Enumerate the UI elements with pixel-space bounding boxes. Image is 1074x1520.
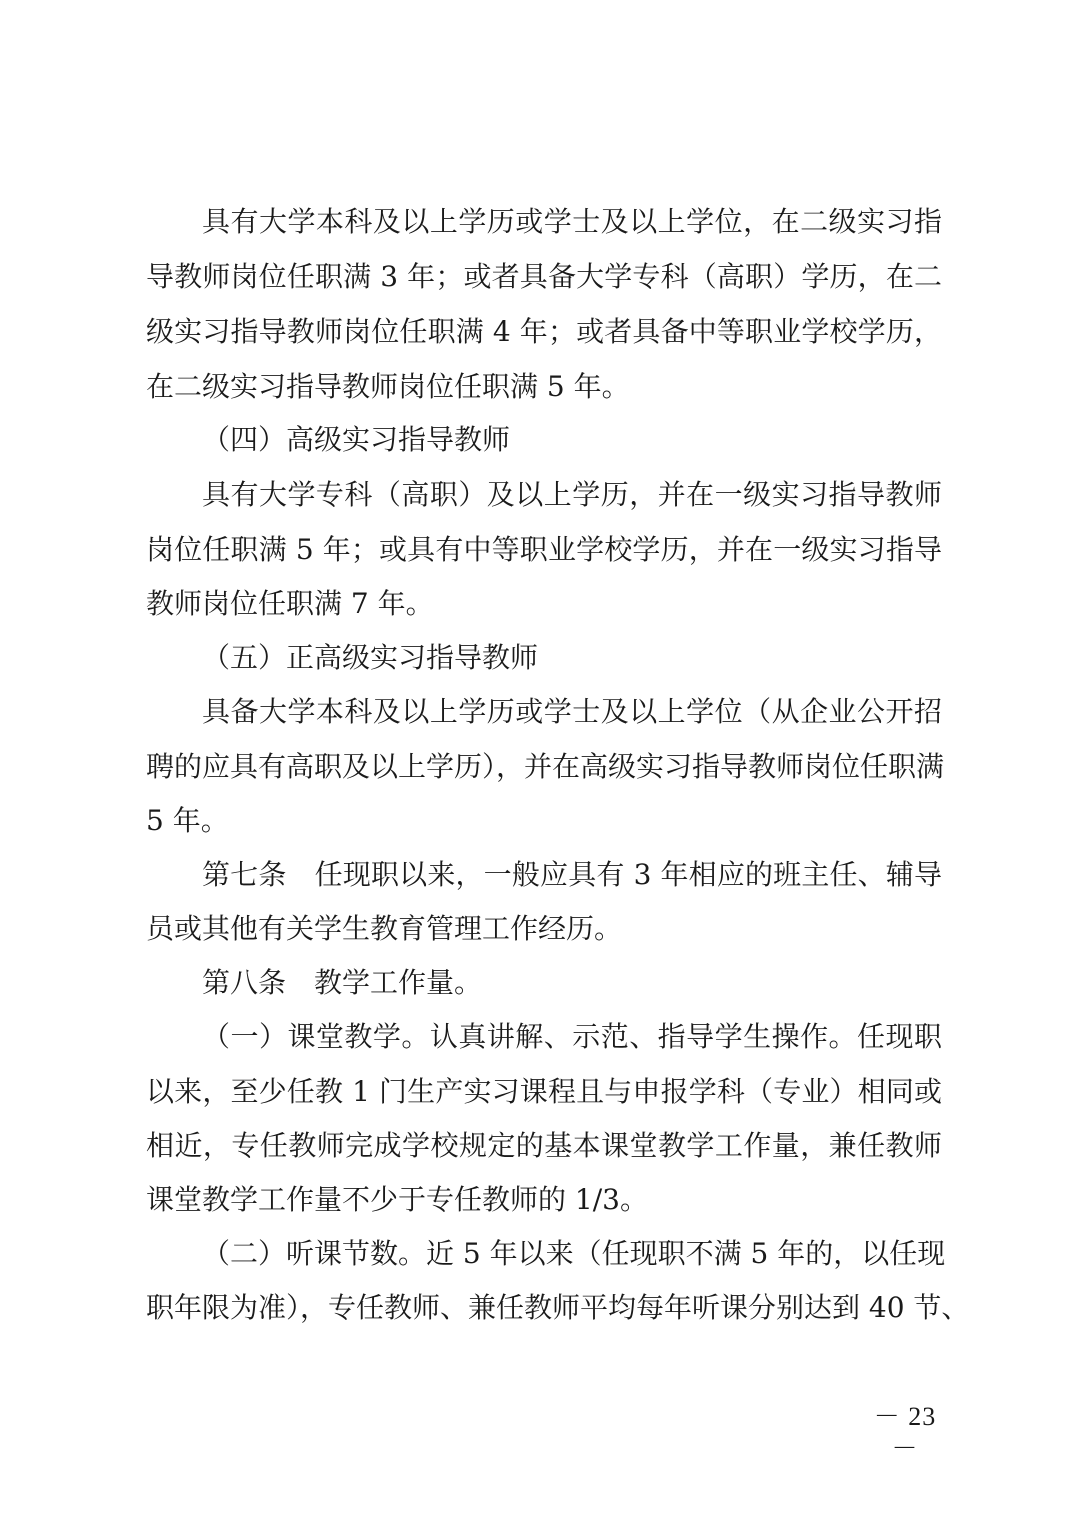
text-line: 聘的应具有高职及以上学历），并在高级实习指导教师岗位任职满	[146, 750, 945, 783]
text-line: 具备大学本科及以上学历或学士及以上学位（从企业公开招	[202, 695, 942, 728]
text-line: 职年限为准），专任教师、兼任教师平均每年听课分别达到 40 节、	[146, 1291, 970, 1324]
text-line: 在二级实习指导教师岗位任职满 5 年。	[146, 370, 630, 403]
text-line: （一）课堂教学。认真讲解、示范、指导学生操作。任现职	[202, 1020, 942, 1053]
text-line: 课堂教学工作量不少于专任教师的 1/3。	[146, 1183, 648, 1216]
text-line: 岗位任职满 5 年；或具有中等职业学校学历，并在一级实习指导	[146, 533, 942, 566]
section-heading: （五）正高级实习指导教师	[202, 641, 539, 674]
text-line: 导教师岗位任职满 3 年；或者具备大学专科（高职）学历，在二	[146, 260, 942, 293]
section-heading: （四）高级实习指导教师	[202, 423, 511, 456]
text-line: 教师岗位任职满 7 年。	[146, 587, 434, 620]
page-number: － 23 －	[873, 1402, 937, 1463]
text-line: 5 年。	[146, 804, 229, 837]
text-line: 以来，至少任教 1 门生产实习课程且与申报学科（专业）相同或	[146, 1075, 942, 1108]
text-line: 第八条 教学工作量。	[202, 966, 483, 999]
text-line: 第七条 任现职以来，一般应具有 3 年相应的班主任、辅导	[202, 858, 942, 891]
text-line: 具有大学专科（高职）及以上学历，并在一级实习指导教师	[202, 478, 942, 511]
text-line: 级实习指导教师岗位任职满 4 年；或者具备中等职业学校学历，	[146, 315, 942, 348]
text-line: 员或其他有关学生教育管理工作经历。	[146, 912, 623, 945]
text-line: 具有大学本科及以上学历或学士及以上学位，在二级实习指	[202, 205, 942, 238]
text-line: 相近，专任教师完成学校规定的基本课堂教学工作量，兼任教师	[146, 1129, 942, 1162]
text-line: （二）听课节数。近 5 年以来（任现职不满 5 年的，以任现	[202, 1237, 946, 1270]
